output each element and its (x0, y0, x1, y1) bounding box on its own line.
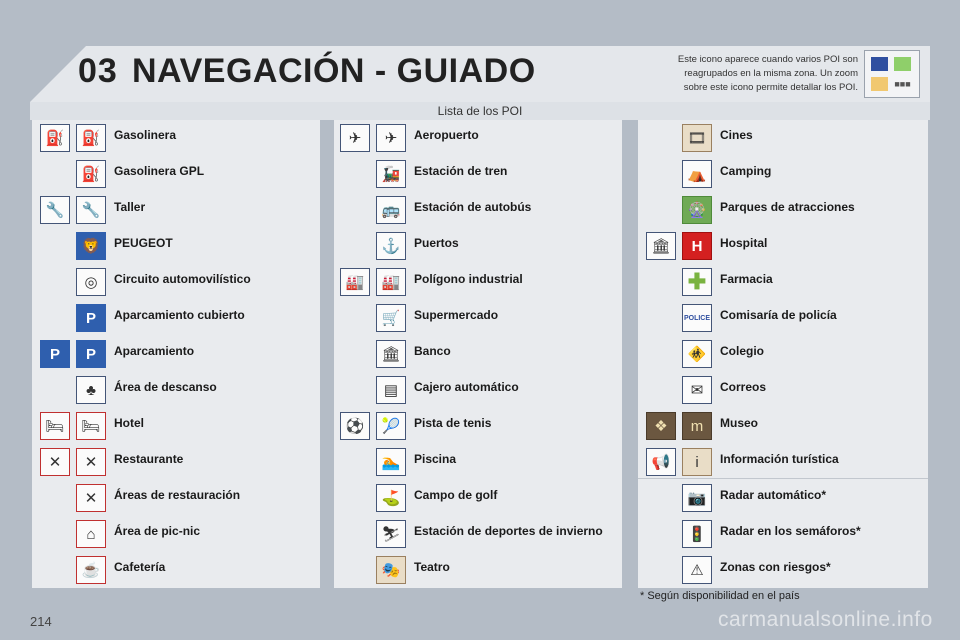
tennis-icon: 🎾 (376, 412, 406, 440)
atm-icon: ▤ (376, 376, 406, 404)
poi-row (638, 372, 928, 408)
page-number: 214 (30, 614, 52, 629)
bank-icon: 🏛 (376, 340, 406, 368)
sport-icon: ⚽ (340, 412, 370, 440)
poi-label: Teatro (414, 560, 450, 574)
poi-label: Estación de autobús (414, 200, 532, 214)
poi-row (32, 120, 320, 156)
shopping-cart-icon: 🛒 (376, 304, 406, 332)
poi-row (334, 192, 622, 228)
swimming-icon: 🏊 (376, 448, 406, 476)
poi-row (638, 552, 928, 588)
school-icon: 🚸 (682, 340, 712, 368)
food-court-icon: ✕ (76, 484, 106, 512)
pharmacy-cross-icon: ✚ (682, 268, 712, 296)
poi-row (638, 300, 928, 336)
chapter-number: 03 (78, 52, 118, 90)
poi-row (32, 300, 320, 336)
tourist-info-icon: i (682, 448, 712, 476)
poi-label: Comisaría de policía (720, 308, 837, 322)
section-divider (638, 478, 928, 479)
poi-label: Restaurante (114, 452, 184, 466)
poi-row (334, 264, 622, 300)
coffee-cup-icon: ☕ (76, 556, 106, 584)
grouped-poi-icon: ■■■ (864, 50, 920, 98)
poi-row (32, 192, 320, 228)
poi-label: Áreas de restauración (114, 488, 241, 502)
poi-label: Piscina (414, 452, 457, 466)
poi-label: Estación de deportes de invierno (414, 524, 603, 538)
traffic-light-camera-icon: 🚦 (682, 520, 712, 548)
poi-label: Campo de golf (414, 488, 498, 502)
poi-column-3 (638, 120, 928, 588)
hospital-h-icon: H (682, 232, 712, 260)
poi-label: Radar en los semáforos* (720, 524, 861, 538)
poi-label: Parques de atracciones (720, 200, 855, 214)
poi-row (334, 444, 622, 480)
race-circuit-icon: ◎ (76, 268, 106, 296)
wrench-icon: 🔧 (76, 196, 106, 224)
poi-label: Radar automático* (720, 488, 827, 502)
poi-row (334, 552, 622, 588)
poi-label: Cajero automático (414, 380, 519, 394)
bus-icon: 🚌 (376, 196, 406, 224)
skiing-icon: ⛷ (376, 520, 406, 548)
poi-row (638, 192, 928, 228)
poi-column-2 (334, 120, 622, 588)
poi-row (32, 156, 320, 192)
poi-label: Aparcamiento (114, 344, 195, 358)
wrench-icon: 🔧 (40, 196, 70, 224)
poi-label: Supermercado (414, 308, 499, 322)
page-title: NAVEGACIÓN - GUIADO (132, 52, 536, 90)
poi-label: Aparcamiento cubierto (114, 308, 245, 322)
poi-row (32, 408, 320, 444)
poi-label: Aeropuerto (414, 128, 479, 142)
footnote: * Según disponibilidad en el país (640, 590, 800, 602)
poi-row (334, 408, 622, 444)
poi-label: Colegio (720, 344, 764, 358)
poi-label: Cines (720, 128, 753, 142)
industry-icon: 🏭 (340, 268, 370, 296)
poi-label: Circuito automovilístico (114, 272, 251, 286)
poi-row (334, 372, 622, 408)
fork-knife-icon: ✕ (40, 448, 70, 476)
peugeot-lion-icon: 🦁 (76, 232, 106, 260)
poi-row (32, 552, 320, 588)
poi-label: Pista de tenis (414, 416, 492, 430)
poi-label: Gasolinera (114, 128, 177, 142)
poi-label: Taller (114, 200, 146, 214)
poi-row (334, 336, 622, 372)
poi-row (32, 444, 320, 480)
industry-icon: 🏭 (376, 268, 406, 296)
poi-row (638, 516, 928, 552)
poi-row (638, 444, 928, 480)
poi-row (32, 264, 320, 300)
poi-label: Gasolinera GPL (114, 164, 205, 178)
poi-label: Hospital (720, 236, 768, 250)
poi-label: Banco (414, 344, 451, 358)
airplane-icon: ✈ (376, 124, 406, 152)
poi-row (334, 480, 622, 516)
poi-row (32, 516, 320, 552)
poi-list-subtitle: Lista de los POI (30, 102, 930, 120)
fork-knife-icon: ✕ (76, 448, 106, 476)
amusement-park-icon: 🎡 (682, 196, 712, 224)
tourist-info-horn-icon: 📢 (646, 448, 676, 476)
fuel-pump-icon: ⛽ (40, 124, 70, 152)
poi-label: PEUGEOT (114, 236, 173, 250)
transport-hub-icon: ✈ (340, 124, 370, 152)
port-icon: ⚓ (376, 232, 406, 260)
poi-row (334, 156, 622, 192)
poi-row (638, 228, 928, 264)
poi-row (334, 300, 622, 336)
header-note: Este icono aparece cuando varios POI son reagrupados en la misma zona. Un zoom sobre este icono permite detallar los POI. (677, 54, 858, 93)
poi-label: Área de pic-nic (114, 524, 201, 538)
poi-row (638, 480, 928, 516)
poi-label: Museo (720, 416, 759, 430)
poi-row (638, 120, 928, 156)
camping-icon: ⛺ (682, 160, 712, 188)
poi-row (32, 480, 320, 516)
fuel-pump-icon: ⛽ (76, 124, 106, 152)
watermark: carmanualsonline.info (718, 608, 933, 631)
poi-row (32, 372, 320, 408)
poi-column-1 (32, 120, 320, 588)
poi-row (638, 264, 928, 300)
bed-icon: 🛏 (76, 412, 106, 440)
poi-label: Puertos (414, 236, 459, 250)
picnic-icon: ⌂ (76, 520, 106, 548)
poi-label: Hotel (114, 416, 144, 430)
poi-label: Correos (720, 380, 767, 394)
poi-label: Farmacia (720, 272, 773, 286)
train-icon: 🚂 (376, 160, 406, 188)
mail-envelope-icon: ✉ (682, 376, 712, 404)
museum-m-icon: m (682, 412, 712, 440)
hospital-building-icon: 🏛 (646, 232, 676, 260)
poi-label: Zonas con riesgos* (720, 560, 831, 574)
film-icon: 🎞 (682, 124, 712, 152)
parking-icon: P (40, 340, 70, 368)
poi-label: Información turística (720, 452, 839, 466)
golf-icon: ⛳ (376, 484, 406, 512)
poi-row (334, 228, 622, 264)
lpg-pump-icon: ⛽ (76, 160, 106, 188)
poi-label: Polígono industrial (414, 272, 523, 286)
rest-area-icon: ♣ (76, 376, 106, 404)
theatre-icon: 🎭 (376, 556, 406, 584)
poi-label: Estación de tren (414, 164, 508, 178)
poi-label: Área de descanso (114, 380, 217, 394)
poi-row (638, 336, 928, 372)
poi-row (638, 156, 928, 192)
police-icon: POLICE (682, 304, 712, 332)
poi-label: Camping (720, 164, 772, 178)
parking-icon: P (76, 340, 106, 368)
bed-icon: 🛏 (40, 412, 70, 440)
poi-label: Cafetería (114, 560, 166, 574)
museum-icon: ❖ (646, 412, 676, 440)
danger-zone-icon: ⚠ (682, 556, 712, 584)
covered-parking-icon: P (76, 304, 106, 332)
poi-row (334, 516, 622, 552)
poi-row (32, 228, 320, 264)
poi-row (334, 120, 622, 156)
poi-row (638, 408, 928, 444)
speed-camera-icon: 📷 (682, 484, 712, 512)
poi-row (32, 336, 320, 372)
